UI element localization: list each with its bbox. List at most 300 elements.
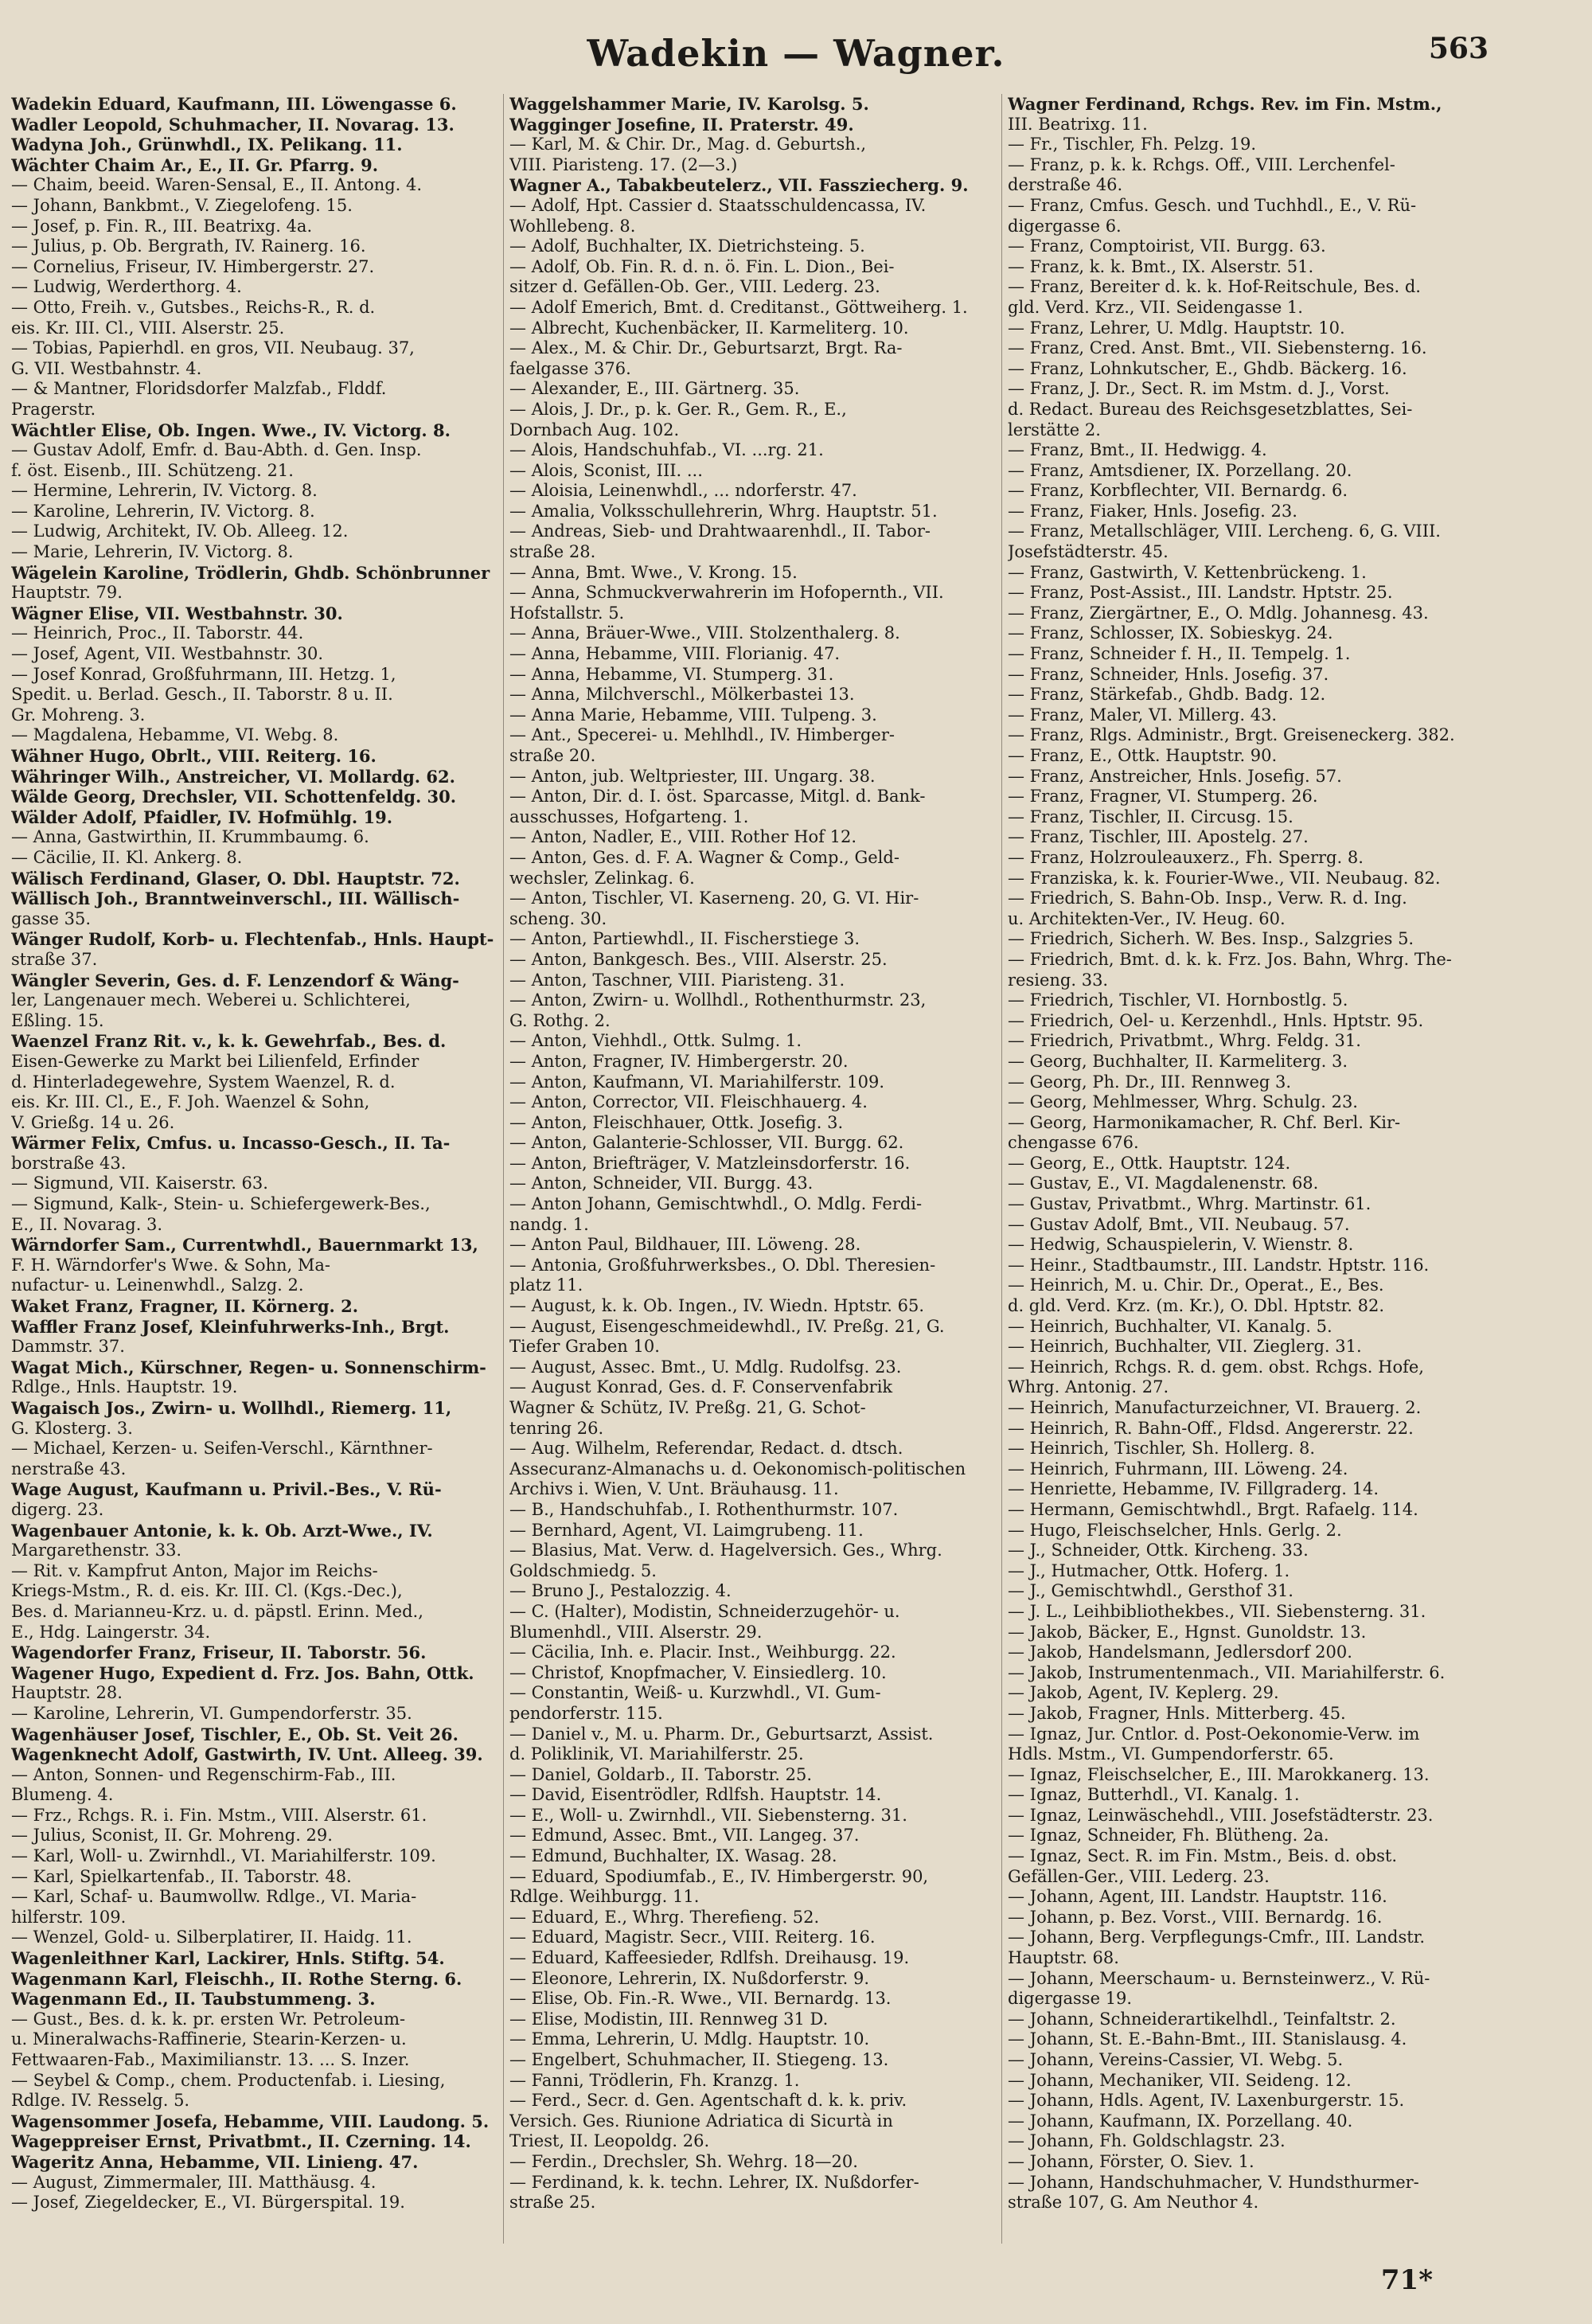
directory-entry: Archivs i. Wien, V. Unt. Bräuhausg. 11. <box>509 1479 839 1499</box>
directory-entry: Wärmer Felix, Cmfus. u. Incasso-Gesch., II. Ta- <box>11 1133 451 1154</box>
directory-entry: — Tobias, Papierhdl. en gros, VII. Neubaug. 37, <box>11 338 415 358</box>
column-divider <box>503 94 504 2244</box>
directory-entry: — Anton, Kaufmann, VI. Mariahilferstr. 109. <box>509 1072 885 1092</box>
column-1 <box>11 94 505 2244</box>
directory-entry: — Franz, E., Ottk. Hauptstr. 90. <box>1008 746 1278 765</box>
directory-entry: — Anton, Dir. d. I. öst. Sparcasse, Mitgl. d. Bank- <box>509 787 926 807</box>
directory-entry: — Edmund, Buchhalter, IX. Wasag. 28. <box>509 1846 837 1866</box>
directory-entry: — Gustav Adolf, Emfr. d. Bau-Abth. d. Gen. Insp. <box>11 440 422 460</box>
directory-entry: Kriegs-Mstm., R. d. eis. Kr. III. Cl. (Kgs.-Dec.), <box>11 1581 403 1601</box>
directory-entry: — Magdalena, Hebamme, VI. Webg. 8. <box>11 725 339 745</box>
directory-entry: wechsler, Zelinkag. 6. <box>509 868 695 888</box>
directory-entry: straße 28. <box>509 542 596 562</box>
directory-entry: — Friedrich, Tischler, VI. Hornbostlg. 5. <box>1008 990 1348 1010</box>
directory-entry: — Ignaz, Leinwäschehdl., VIII. Josefstädterstr. 23. <box>1008 1805 1434 1825</box>
directory-entry: Rdlge. Weihburgg. 11. <box>509 1887 700 1907</box>
directory-entry: Dornbach Aug. 102. <box>509 420 680 439</box>
directory-entry: nandg. 1. <box>509 1214 589 1234</box>
directory-entry: — Emma, Lehrerin, U. Mdlg. Hauptstr. 10. <box>509 2029 870 2049</box>
directory-entry: — Alexander, E., III. Gärtnerg. 35. <box>509 379 800 399</box>
directory-entry: — Adolf Emerich, Bmt. d. Creditanst., Göttweiherg. 1. <box>509 297 968 317</box>
directory-entry: — Johann, Fh. Goldschlagstr. 23. <box>1008 2131 1286 2151</box>
directory-entry: sitzer d. Gefällen-Ob. Ger., VIII. Lederg. 23. <box>509 277 880 297</box>
directory-entry: d. Redact. Bureau des Reichsgesetzblattes, Sei- <box>1008 399 1413 419</box>
directory-entry: — Cäcilie, II. Kl. Ankerg. 8. <box>11 847 243 867</box>
directory-entry: — Heinrich, Rchgs. R. d. gem. obst. Rchgs. Hofe, <box>1008 1357 1424 1377</box>
directory-entry: — Heinrich, M. u. Chir. Dr., Operat., E., Bes. <box>1008 1275 1384 1295</box>
directory-entry: Whrg. Antonig. 27. <box>1008 1377 1169 1397</box>
directory-entry: — Anna Marie, Hebamme, VIII. Tulpeng. 3. <box>509 705 877 725</box>
directory-entry: Hauptstr. 28. <box>11 1683 123 1703</box>
directory-entry: borstraße 43. <box>11 1153 127 1173</box>
directory-entry: — Ignaz, Sect. R. im Fin. Mstm., Beis. d. obst. <box>1008 1846 1397 1866</box>
directory-entry: — Franz, Fragner, VI. Stumperg. 26. <box>1008 787 1318 807</box>
directory-entry: — Gustav Adolf, Bmt., VII. Neubaug. 57. <box>1008 1214 1350 1234</box>
directory-entry: — Anton, Partiewhdl., II. Fischerstiege 3. <box>509 929 860 949</box>
directory-entry: — Georg, E., Ottk. Hauptstr. 124. <box>1008 1153 1291 1173</box>
directory-entry: — Eduard, Kaffeesieder, Rdlfsh. Dreihausg. 19. <box>509 1948 910 1968</box>
directory-entry: u. Mineralwachs-Raffinerie, Stearin-Kerzen- u. <box>11 2029 407 2049</box>
directory-entry: — E., Woll- u. Zwirnhdl., VII. Siebensterng. 31. <box>509 1805 907 1825</box>
directory-entry: — Cornelius, Friseur, IV. Himbergerstr. 27. <box>11 256 375 276</box>
directory-entry: lerstätte 2. <box>1008 420 1101 439</box>
directory-entry: — Elise, Ob. Fin.-R. Wwe., VII. Bernardg. 13. <box>509 1989 892 2009</box>
directory-entry: Wagendorfer Franz, Friseur, II. Taborstr. 56. <box>11 1642 427 1663</box>
directory-entry: Versich. Ges. Riunione Adriatica di Sicurtà in <box>509 2111 893 2131</box>
directory-entry: — Ferdin., Drechsler, Sh. Wehrg. 18—20. <box>509 2151 858 2171</box>
column-divider <box>1001 94 1002 2244</box>
directory-entry: — Aloisia, Leinenwhdl., ... ndorferstr. 47. <box>509 481 857 501</box>
directory-entry: — Karl, Spielkartenfab., II. Taborstr. 48. <box>11 1866 352 1886</box>
directory-entry: eis. Kr. III. Cl., VIII. Alserstr. 25. <box>11 318 285 338</box>
directory-entry: Dammstr. 37. <box>11 1337 125 1357</box>
directory-entry: — Marie, Lehrerin, IV. Victorg. 8. <box>11 542 294 562</box>
directory-entry: Wage August, Kaufmann u. Privil.-Bes., V. Rü- <box>11 1479 442 1500</box>
directory-entry: eis. Kr. III. Cl., E., F. Joh. Waenzel & Sohn, <box>11 1092 370 1112</box>
directory-entry: — Rit. v. Kampfrut Anton, Major im Reichs- <box>11 1560 378 1580</box>
directory-entry: — Ant., Specerei- u. Mehlhdl., IV. Himberger- <box>509 725 895 745</box>
directory-entry: — Heinr., Stadtbaumstr., III. Landstr. Hptstr. 116. <box>1008 1255 1430 1275</box>
directory-entry: — Franz, Anstreicher, Hnls. Josefig. 57. <box>1008 766 1342 786</box>
directory-entry: — Johann, Kaufmann, IX. Porzellang. 40. <box>1008 2111 1353 2131</box>
directory-entry: — Daniel v., M. u. Pharm. Dr., Geburtsarzt, Assist. <box>509 1724 934 1744</box>
directory-entry: — Jakob, Instrumentenmach., VII. Mariahilferstr. 6. <box>1008 1662 1446 1682</box>
directory-entry: — Bernhard, Agent, VI. Laimgrubeng. 11. <box>509 1520 864 1540</box>
directory-entry: ler, Langenauer mech. Weberei u. Schlichterei, <box>11 990 411 1010</box>
directory-entry: — Franz, Post-Assist., III. Landstr. Hptstr. 25. <box>1008 583 1393 603</box>
directory-entry: — Frz., Rchgs. R. i. Fin. Mstm., VIII. Alserstr. 61. <box>11 1805 427 1825</box>
directory-entry: — Ludwig, Werderthorg. 4. <box>11 277 242 297</box>
directory-entry: — Franz, Cred. Anst. Bmt., VII. Siebensterng. 16. <box>1008 338 1427 358</box>
directory-entry: — Josef, Ziegeldecker, E., VI. Bürgerspital. 19. <box>11 2193 405 2213</box>
directory-entry: — Anton, Fleischhauer, Ottk. Josefig. 3. <box>509 1112 844 1132</box>
directory-entry: — Johann, Hdls. Agent, IV. Laxenburgerstr. 15. <box>1008 2091 1405 2111</box>
directory-entry: Blumenhdl., VIII. Alserstr. 29. <box>509 1622 763 1642</box>
directory-entry: Wagner Ferdinand, Rchgs. Rev. im Fin. Mstm., <box>1008 94 1442 114</box>
directory-entry: — Franz, Schneider f. H., II. Tempelg. 1. <box>1008 644 1351 664</box>
directory-entry: Assecuranz-Almanachs u. d. Oekonomisch-politischen <box>509 1459 966 1478</box>
directory-entry: — Heinrich, Buchhalter, VII. Zieglerg. 31. <box>1008 1337 1362 1357</box>
directory-entry: u. Architekten-Ver., IV. Heug. 60. <box>1008 908 1286 928</box>
directory-entry: — Franziska, k. k. Fourier-Wwe., VII. Neubaug. 82. <box>1008 868 1441 888</box>
directory-entry: — August, Eisengeschmeidewhdl., IV. Preßg. 21, G. <box>509 1316 945 1336</box>
directory-entry: — Karl, Schaf- u. Baumwollw. Rdlge., VI. Maria- <box>11 1887 417 1907</box>
directory-entry: — Ignaz, Butterhdl., VI. Kanalg. 1. <box>1008 1785 1300 1805</box>
directory-entry: — Friedrich, Oel- u. Kerzenhdl., Hnls. Hptstr. 95. <box>1008 1010 1424 1030</box>
directory-entry: — Franz, Holzrouleauxerz., Fh. Sperrg. 8. <box>1008 847 1364 867</box>
directory-entry: Wärndorfer Sam., Currentwhdl., Bauernmarkt 13, <box>11 1235 478 1256</box>
directory-entry: platz 11. <box>509 1275 583 1295</box>
directory-entry: — August, Assec. Bmt., U. Mdlg. Rudolfsg. 23. <box>509 1357 902 1377</box>
directory-entry: — Ignaz, Schneider, Fh. Blütheng. 2a. <box>1008 1826 1329 1846</box>
directory-entry: — Johann, Vereins-Cassier, VI. Webg. 5. <box>1008 2050 1344 2069</box>
directory-entry: — Anton, Galanterie-Schlosser, VII. Burgg. 62. <box>509 1133 904 1153</box>
directory-entry: — Anna, Bräuer-Wwe., VIII. Stolzenthalerg. 8. <box>509 623 900 643</box>
directory-entry: — Ferd., Secr. d. Gen. Agentschaft d. k. k. priv. <box>509 2091 907 2111</box>
directory-entry: — August, k. k. Ob. Ingen., IV. Wiedn. Hptstr. 65. <box>509 1296 925 1316</box>
directory-entry: Wängler Severin, Ges. d. F. Lenzendorf & Wäng- <box>11 970 459 990</box>
directory-entry: Eisen-Gewerke zu Markt bei Lilienfeld, Erfinder <box>11 1051 419 1071</box>
directory-entry: — August, Zimmermaler, III. Matthäusg. 4. <box>11 2172 377 2192</box>
directory-entry: — Johann, Schneiderartikelhdl., Teinfaltstr. 2. <box>1008 2009 1396 2029</box>
directory-entry: — Karl, M. & Chir. Dr., Mag. d. Geburtsh., <box>509 135 867 154</box>
directory-entry: Wähner Hugo, Obrlt., VIII. Reiterg. 16. <box>11 746 377 766</box>
directory-entry: gld. Verd. Krz., VII. Seidengasse 1. <box>1008 297 1303 317</box>
directory-entry: Rdlge. IV. Resselg. 5. <box>11 2091 190 2111</box>
directory-entry: d. Hinterladegewehre, System Waenzel, R. d. <box>11 1072 396 1092</box>
directory-entry: — Anton, Viehhdl., Ottk. Sulmg. 1. <box>509 1031 802 1051</box>
directory-entry: — Engelbert, Schuhmacher, II. Stiegeng. 13. <box>509 2050 889 2069</box>
directory-entry: — Franz, Fiaker, Hnls. Josefig. 23. <box>1008 501 1297 521</box>
directory-entry: — Franz, Metallschläger, VIII. Lercheng. 6, G. VIII. <box>1008 521 1441 541</box>
directory-entry: Wagenmann Ed., II. Taubstummeng. 3. <box>11 1989 376 2010</box>
directory-entry: resieng. 33. <box>1008 970 1109 990</box>
directory-entry: — Franz, Cmfus. Gesch. und Tuchhdl., E., V. Rü- <box>1008 195 1417 215</box>
directory-entry: nufactur- u. Leinenwhdl., Salzg. 2. <box>11 1275 304 1295</box>
directory-entry: — Gustav, Privatbmt., Whrg. Martinstr. 61. <box>1008 1194 1372 1214</box>
directory-entry: Goldschmiedg. 5. <box>509 1560 657 1580</box>
directory-entry: — Franz, Bereiter d. k. k. Hof-Reitschule, Bes. d. <box>1008 277 1421 297</box>
directory-entry: — Anton, Ges. d. F. A. Wagner & Comp., Geld- <box>509 847 899 867</box>
directory-entry: — Albrecht, Kuchenbäcker, II. Karmeliterg. 10. <box>509 318 909 338</box>
directory-entry: scheng. 30. <box>509 908 607 928</box>
directory-entry: — Heinrich, R. Bahn-Off., Fldsd. Angererstr. 22. <box>1008 1418 1414 1438</box>
directory-entry: — Franz, Schlosser, IX. Sobieskyg. 24. <box>1008 623 1333 643</box>
directory-entry: — Franz, p. k. k. Rchgs. Off., VIII. Lerchenfel- <box>1008 154 1395 174</box>
directory-entry: — Anton, Nadler, E., VIII. Rother Hof 12. <box>509 827 857 847</box>
directory-entry: — J., Gemischtwhdl., Gersthof 31. <box>1008 1581 1294 1601</box>
directory-entry: — Georg, Mehlmesser, Whrg. Schulg. 23. <box>1008 1092 1358 1112</box>
directory-entry: — Anton, Taschner, VIII. Piaristeng. 31. <box>509 970 845 990</box>
directory-entry: — Cäcilia, Inh. e. Placir. Inst., Weihburgg. 22. <box>509 1642 896 1662</box>
directory-entry: — Anna, Hebamme, VIII. Florianig. 47. <box>509 644 841 664</box>
directory-entry: Wälder Adolf, Pfaidler, IV. Hofmühlg. 19. <box>11 807 393 827</box>
directory-entry: Margarethenstr. 33. <box>11 1541 182 1560</box>
directory-entry: Fettwaaren-Fab., Maximilianstr. 13. ... S. Inzer. <box>11 2050 410 2069</box>
directory-entry: d. gld. Verd. Krz. (m. Kr.), O. Dbl. Hptstr. 82. <box>1008 1296 1385 1316</box>
directory-entry: chengasse 676. <box>1008 1133 1139 1153</box>
directory-entry: — Johann, Berg. Verpflegungs-Cmfr., III. Landstr. <box>1008 1928 1426 1947</box>
directory-entry: — Johann, St. E.-Bahn-Bmt., III. Stanislausg. 4. <box>1008 2029 1407 2049</box>
directory-entry: — Eduard, Magistr. Secr., VIII. Reiterg. 16. <box>509 1928 876 1947</box>
directory-entry: — Bruno J., Pestalozzig. 4. <box>509 1581 732 1601</box>
directory-entry: Wällisch Joh., Branntweinverschl., III. Wällisch- <box>11 889 460 909</box>
directory-entry: — Antonia, Großfuhrwerksbes., O. Dbl. Theresien- <box>509 1255 936 1275</box>
directory-entry: — Ludwig, Architekt, IV. Ob. Alleeg. 12. <box>11 521 349 541</box>
directory-entry: Wadekin Eduard, Kaufmann, III. Löwengasse 6. <box>11 94 457 114</box>
directory-entry: — Johann, Förster, O. Siev. 1. <box>1008 2151 1254 2171</box>
directory-entry: — J., Hutmacher, Ottk. Hoferg. 1. <box>1008 1560 1290 1580</box>
directory-entry: — Anna, Bmt. Wwe., V. Krong. 15. <box>509 562 798 582</box>
directory-entry: — Hedwig, Schauspielerin, V. Wienstr. 8. <box>1008 1235 1354 1255</box>
directory-entry: — Jakob, Bäcker, E., Hgnst. Gunoldstr. 13. <box>1008 1622 1367 1642</box>
directory-entry: pendorferstr. 115. <box>509 1703 663 1723</box>
directory-entry: Tiefer Graben 10. <box>509 1337 660 1357</box>
directory-entry: — Hermann, Gemischtwhdl., Brgt. Rafaelg. 114. <box>1008 1499 1418 1519</box>
directory-entry: — Ferdinand, k. k. techn. Lehrer, IX. Nußdorfer- <box>509 2172 919 2192</box>
directory-entry: Wächtler Elise, Ob. Ingen. Wwe., IV. Victorg. 8. <box>11 420 451 440</box>
directory-entry: Wagenleithner Karl, Lackirer, Hnls. Stiftg. 54. <box>11 1948 445 1969</box>
directory-entry: — Friedrich, Sicherh. W. Bes. Insp., Salzgries 5. <box>1008 929 1414 949</box>
directory-entry: — Adolf, Hpt. Cassier d. Staatsschuldencassa, IV. <box>509 195 927 215</box>
directory-entry: Spedit. u. Berlad. Gesch., II. Taborstr. 8 u. II. <box>11 685 393 705</box>
directory-entry: — Heinrich, Buchhalter, VI. Kanalg. 5. <box>1008 1316 1333 1336</box>
directory-entry: — Anna, Schmuckverwahrerin im Hofopernth., VII. <box>509 583 944 603</box>
directory-entry: Wälde Georg, Drechsler, VII. Schottenfeldg. 30. <box>11 787 457 807</box>
directory-entry: Hofstallstr. 5. <box>509 603 625 623</box>
directory-entry: — J. L., Leihbibliothekbes., VII. Siebensterng. 31. <box>1008 1601 1426 1621</box>
directory-entry: — Karoline, Lehrerin, IV. Victorg. 8. <box>11 501 315 521</box>
directory-entry: Wadler Leopold, Schuhmacher, II. Novarag. 13. <box>11 114 455 135</box>
directory-entry: — Anton, Sonnen- und Regenschirm-Fab., III. <box>11 1764 396 1784</box>
directory-entry: — Franz, Rlgs. Administr., Brgt. Greiseneckerg. 382. <box>1008 725 1455 745</box>
directory-entry: — Jakob, Agent, IV. Keplerg. 29. <box>1008 1683 1279 1703</box>
directory-entry: — Josef, p. Fin. R., III. Beatrixg. 4a. <box>11 216 313 236</box>
directory-entry: — Johann, Bankbmt., V. Ziegelofeng. 15. <box>11 195 353 215</box>
directory-entry: — Alex., M. & Chir. Dr., Geburtsarzt, Brgt. Ra- <box>509 338 903 358</box>
directory-entry: — Anton, Corrector, VII. Fleischhauerg. 4. <box>509 1092 868 1112</box>
column-3 <box>1008 94 1501 2244</box>
directory-entry: — Heinrich, Fuhrmann, III. Löweng. 24. <box>1008 1459 1348 1478</box>
directory-entry: — Anna, Milchverschl., Mölkerbastei 13. <box>509 685 855 705</box>
directory-entry: — Eduard, Spodiumfab., E., IV. Himbergerstr. 90, <box>509 1866 929 1886</box>
page-header <box>0 32 1592 96</box>
directory-entry: — Josef Konrad, Großfuhrmann, III. Hetzg. 1, <box>11 664 396 684</box>
directory-entry: — Amalia, Volksschullehrerin, Whrg. Hauptstr. 51. <box>509 501 938 521</box>
directory-entry: digergasse 6. <box>1008 216 1122 236</box>
directory-entry: — Anton, Zwirn- u. Wollhdl., Rothenthurmstr. 23, <box>509 990 927 1010</box>
directory-entry: — Blasius, Mat. Verw. d. Hagelversich. Ges., Whrg. <box>509 1541 942 1560</box>
directory-entry: G. VII. Westbahnstr. 4. <box>11 358 202 378</box>
directory-entry: — Georg, Ph. Dr., III. Rennweg 3. <box>1008 1072 1292 1092</box>
directory-entry: F. H. Wärndorfer's Wwe. & Sohn, Ma- <box>11 1255 330 1275</box>
directory-entry: — Hermine, Lehrerin, IV. Victorg. 8. <box>11 481 318 501</box>
directory-entry: — Adolf, Buchhalter, IX. Dietrichsteing. 5. <box>509 236 865 256</box>
directory-entry: — Hugo, Fleischselcher, Hnls. Gerlg. 2. <box>1008 1520 1342 1540</box>
directory-entry: straße 37. <box>11 949 98 969</box>
directory-entry: — Heinrich, Tischler, Sh. Hollerg. 8. <box>1008 1439 1316 1459</box>
directory-entry: — Eleonore, Lehrerin, IX. Nußdorferstr. 9. <box>509 1968 869 1988</box>
directory-entry: — Friedrich, Privatbmt., Whrg. Feldg. 31. <box>1008 1031 1361 1051</box>
directory-entry: — Christof, Knopfmacher, V. Einsiedlerg. 10. <box>509 1662 887 1682</box>
directory-entry: Wageritz Anna, Hebamme, VII. Linieng. 47. <box>11 2151 419 2172</box>
directory-entry: Wohllebeng. 8. <box>509 216 636 236</box>
directory-entry: — Anton Johann, Gemischtwhdl., O. Mdlg. Ferdi- <box>509 1194 923 1214</box>
directory-entry: — Alois, Handschuhfab., VI. ...rg. 21. <box>509 440 824 460</box>
directory-entry: Waggelshammer Marie, IV. Karolsg. 5. <box>509 94 869 114</box>
directory-entry: — Alois, Sconist, III. ... <box>509 460 703 480</box>
directory-entry: — Josef, Agent, VII. Westbahnstr. 30. <box>11 644 323 664</box>
directory-entry: Wagat Mich., Kürschner, Regen- u. Sonnenschirm- <box>11 1357 486 1377</box>
page-number: 563 <box>1428 32 1489 65</box>
directory-entry: E., II. Novarag. 3. <box>11 1214 163 1234</box>
directory-entry: Wälisch Ferdinand, Glaser, O. Dbl. Hauptstr. 72. <box>11 868 460 889</box>
directory-entry: faelgasse 376. <box>509 358 631 378</box>
directory-entry: — Franz, k. k. Bmt., IX. Alserstr. 51. <box>1008 256 1314 276</box>
directory-entry: — Anton, jub. Weltpriester, III. Ungarg. 38. <box>509 766 876 786</box>
directory-entry: — Otto, Freih. v., Gutsbes., Reichs-R., R. d. <box>11 297 376 317</box>
directory-entry: — Franz, Schneider, Hnls. Josefig. 37. <box>1008 664 1329 684</box>
directory-entry: — Alois, J. Dr., p. k. Ger. R., Gem. R., E., <box>509 399 847 419</box>
directory-entry: — Edmund, Assec. Bmt., VII. Langeg. 37. <box>509 1826 860 1846</box>
directory-entry: Eßling. 15. <box>11 1010 104 1030</box>
directory-entry: — Andreas, Sieb- und Drahtwaarenhdl., II. Tabor- <box>509 521 931 541</box>
directory-entry: — Fanni, Trödlerin, Fh. Kranzg. 1. <box>509 2070 800 2090</box>
directory-entry: Josefstädterstr. 45. <box>1008 542 1169 562</box>
page-title: Wadekin — Wagner. <box>587 32 1005 75</box>
directory-entry: — Franz, Tischler, III. Apostelg. 27. <box>1008 827 1309 847</box>
directory-entry: Hauptstr. 79. <box>11 583 123 603</box>
directory-entry: — Franz, Tischler, II. Circusg. 15. <box>1008 807 1294 826</box>
directory-entry: III. Beatrixg. 11. <box>1008 114 1148 134</box>
directory-entry: Blumeng. 4. <box>11 1785 114 1805</box>
directory-entry: Wagenmann Karl, Fleischh., II. Rothe Sterng. 6. <box>11 1968 462 1989</box>
directory-entry: G. Klosterg. 3. <box>11 1418 133 1438</box>
column-2 <box>509 94 1003 2244</box>
directory-entry: Wagner & Schütz, IV. Preßg. 21, G. Schot- <box>509 1398 866 1417</box>
directory-entry: Triest, II. Leopoldg. 26. <box>509 2131 710 2151</box>
directory-entry: Wächter Chaim Ar., E., II. Gr. Pfarrg. 9. <box>11 154 379 175</box>
directory-entry: — Fr., Tischler, Fh. Pelzg. 19. <box>1008 135 1257 154</box>
directory-entry: derstraße 46. <box>1008 175 1123 195</box>
directory-entry: Waenzel Franz Rit. v., k. k. Gewehrfab., Bes. d. <box>11 1031 447 1052</box>
directory-entry: — Julius, Sconist, II. Gr. Mohreng. 29. <box>11 1826 333 1846</box>
directory-entry: — Friedrich, S. Bahn-Ob. Insp., Verw. R. d. Ing. <box>1008 889 1407 908</box>
directory-entry: E., Hdg. Laingerstr. 34. <box>11 1622 211 1642</box>
directory-entry: Wagenhäuser Josef, Tischler, E., Ob. St. Veit 26. <box>11 1724 458 1744</box>
directory-entry: Gefällen-Ger., VIII. Lederg. 23. <box>1008 1866 1270 1886</box>
directory-entry: tenring 26. <box>509 1418 604 1438</box>
directory-entry: Wagener Hugo, Expedient d. Frz. Jos. Bahn, Ottk. <box>11 1662 474 1683</box>
directory-entry: — Johann, Handschuhmacher, V. Hundsthurmer- <box>1008 2172 1419 2192</box>
directory-entry: — Franz, Bmt., II. Hedwigg. 4. <box>1008 440 1267 460</box>
directory-entry: — Ignaz, Jur. Cntlor. d. Post-Oekonomie-Verw. im <box>1008 1724 1420 1744</box>
directory-entry: — Friedrich, Bmt. d. k. k. Frz. Jos. Bahn, Whrg. The- <box>1008 949 1452 969</box>
directory-entry: Pragerstr. <box>11 399 96 419</box>
directory-entry: — Franz, J. Dr., Sect. R. im Mstm. d. J., Vorst. <box>1008 379 1390 399</box>
directory-entry: — Ignaz, Fleischselcher, E., III. Marokkanerg. 13. <box>1008 1764 1430 1784</box>
directory-entry: Waket Franz, Fragner, II. Körnerg. 2. <box>11 1296 359 1317</box>
directory-entry: — Anna, Gastwirthin, II. Krummbaumg. 6. <box>11 827 369 847</box>
directory-entry: Wagaisch Jos., Zwirn- u. Wollhdl., Riemerg. 11, <box>11 1398 452 1418</box>
directory-entry: — Franz, Maler, VI. Millerg. 43. <box>1008 705 1278 725</box>
directory-entry: — C. (Halter), Modistin, Schneiderzugehör- u. <box>509 1601 900 1621</box>
directory-entry: — Elise, Modistin, III. Rennweg 31 D. <box>509 2009 829 2029</box>
directory-entry: straße 25. <box>509 2193 596 2213</box>
directory-entry: digerg. 23. <box>11 1499 104 1519</box>
directory-entry: Wänger Rudolf, Korb- u. Flechtenfab., Hnls. Haupt- <box>11 929 494 950</box>
directory-entry: — Anton Paul, Bildhauer, III. Löweng. 28. <box>509 1235 861 1255</box>
directory-entry: Gr. Mohreng. 3. <box>11 705 146 725</box>
directory-entry: — Johann, Meerschaum- u. Bernsteinwerz., V. Rü- <box>1008 1968 1430 1988</box>
directory-entry: — Anton, Tischler, VI. Kaserneng. 20, G. VI. Hir- <box>509 889 919 908</box>
directory-entry: — Heinrich, Manufacturzeichner, VI. Brauerg. 2. <box>1008 1398 1422 1417</box>
directory-entry: — Eduard, E., Whrg. Therefieng. 52. <box>509 1907 820 1927</box>
directory-entry: — Jakob, Handelsmann, Jedlersdorf 200. <box>1008 1642 1352 1662</box>
directory-entry: — Anton, Bankgesch. Bes., VIII. Alserstr. 25. <box>509 949 888 969</box>
directory-entry: — & Mantner, Floridsdorfer Malzfab., Flddf. <box>11 379 387 399</box>
directory-entry: Wagenbauer Antonie, k. k. Ob. Arzt-Wwe., IV. <box>11 1520 433 1541</box>
directory-entry: VIII. Piaristeng. 17. (2—3.) <box>509 154 738 174</box>
directory-entry: hilferstr. 109. <box>11 1907 127 1927</box>
directory-entry: — Constantin, Weiß- u. Kurzwhdl., VI. Gum- <box>509 1683 881 1703</box>
directory-entry: — Georg, Harmonikamacher, R. Chf. Berl. Kir- <box>1008 1112 1401 1132</box>
directory-entry: — Julius, p. Ob. Bergrath, IV. Rainerg. 16. <box>11 236 366 256</box>
directory-entry: Wadyna Joh., Grünwhdl., IX. Pelikang. 11. <box>11 135 403 155</box>
directory-entry: Bes. d. Marianneu-Krz. u. d. päpstl. Erinn. Med., <box>11 1601 423 1621</box>
directory-entry: Waffler Franz Josef, Kleinfuhrwerks-Inh., Brgt. <box>11 1316 450 1337</box>
directory-entry: Wagensommer Josefa, Hebamme, VIII. Laudong. 5. <box>11 2111 490 2131</box>
directory-entry: Wagner A., Tabakbeutelerz., VII. Fassziecherg. 9. <box>509 175 969 196</box>
directory-entry: — Franz, Comptoirist, VII. Burgg. 63. <box>1008 236 1326 256</box>
directory-entry: — Karoline, Lehrerin, VI. Gumpendorferstr. 35. <box>11 1703 412 1723</box>
directory-entry: — Chaim, beeid. Waren-Sensal, E., II. Antong. 4. <box>11 175 423 195</box>
directory-entry: — Franz, Ziergärtner, E., O. Mdlg. Johannesg. 43. <box>1008 603 1429 623</box>
directory-entry: Währinger Wilh., Anstreicher, VI. Mollardg. 62. <box>11 766 455 787</box>
directory-entry: — Daniel, Goldarb., II. Taborstr. 25. <box>509 1764 813 1784</box>
directory-entry: Hdls. Mstm., VI. Gumpendorferstr. 65. <box>1008 1744 1334 1764</box>
directory-entry: straße 107, G. Am Neuthor 4. <box>1008 2193 1259 2213</box>
directory-entry: — Franz, Lehrer, U. Mdlg. Hauptstr. 10. <box>1008 318 1345 338</box>
directory-entry: — Anton, Briefträger, V. Matzleinsdorferstr. 16. <box>509 1153 911 1173</box>
directory-entry: — Aug. Wilhelm, Referendar, Redact. d. dtsch. <box>509 1439 903 1459</box>
directory-entry: Wagenknecht Adolf, Gastwirth, IV. Unt. Alleeg. 39. <box>11 1744 483 1765</box>
directory-entry: — Franz, Lohnkutscher, E., Ghdb. Bäckerg. 16. <box>1008 358 1407 378</box>
directory-entry: Rdlge., Hnls. Hauptstr. 19. <box>11 1377 238 1397</box>
directory-entry: — Henriette, Hebamme, IV. Fillgraderg. 14. <box>1008 1479 1379 1499</box>
directory-entry: — Wenzel, Gold- u. Silberplatirer, II. Haidg. 11. <box>11 1928 412 1947</box>
directory-entry: — B., Handschuhfab., I. Rothenthurmstr. 107. <box>509 1499 899 1519</box>
directory-entry: — Sigmund, Kalk-, Stein- u. Schiefergewerk-Bes., <box>11 1194 431 1214</box>
directory-entry: Wageppreiser Ernst, Privatbmt., II. Czerning. 14. <box>11 2131 471 2152</box>
directory-entry: — Jakob, Fragner, Hnls. Mitterberg. 45. <box>1008 1703 1346 1723</box>
directory-entry: nerstraße 43. <box>11 1459 127 1478</box>
directory-entry: — David, Eisentrödler, Rdlfsh. Hauptstr. 14. <box>509 1785 882 1805</box>
directory-entry: G. Rothg. 2. <box>509 1010 611 1030</box>
directory-entry: — Franz, Korbflechter, VII. Bernardg. 6. <box>1008 481 1348 501</box>
directory-entry: V. Grießg. 14 u. 26. <box>11 1112 175 1132</box>
directory-entry: — Anton, Fragner, IV. Himbergerstr. 20. <box>509 1051 849 1071</box>
directory-entry: ausschusses, Hofgarteng. 1. <box>509 807 749 826</box>
directory-entry: digergasse 19. <box>1008 1989 1133 2009</box>
directory-entry: — Anna, Hebamme, VI. Stumperg. 31. <box>509 664 834 684</box>
directory-entry: f. öst. Eisenb., III. Schützeng. 21. <box>11 460 294 480</box>
directory-entry: — August Konrad, Ges. d. F. Conservenfabrik <box>509 1377 893 1397</box>
directory-entry: — Adolf, Ob. Fin. R. d. n. ö. Fin. L. Dion., Bei- <box>509 256 895 276</box>
directory-entry: — Gustav, E., VI. Magdalenenstr. 68. <box>1008 1174 1319 1193</box>
directory-entry: — Franz, Gastwirth, V. Kettenbrückeng. 1. <box>1008 562 1367 582</box>
directory-entry: Wägelein Karoline, Trödlerin, Ghdb. Schönbrunner <box>11 562 490 583</box>
